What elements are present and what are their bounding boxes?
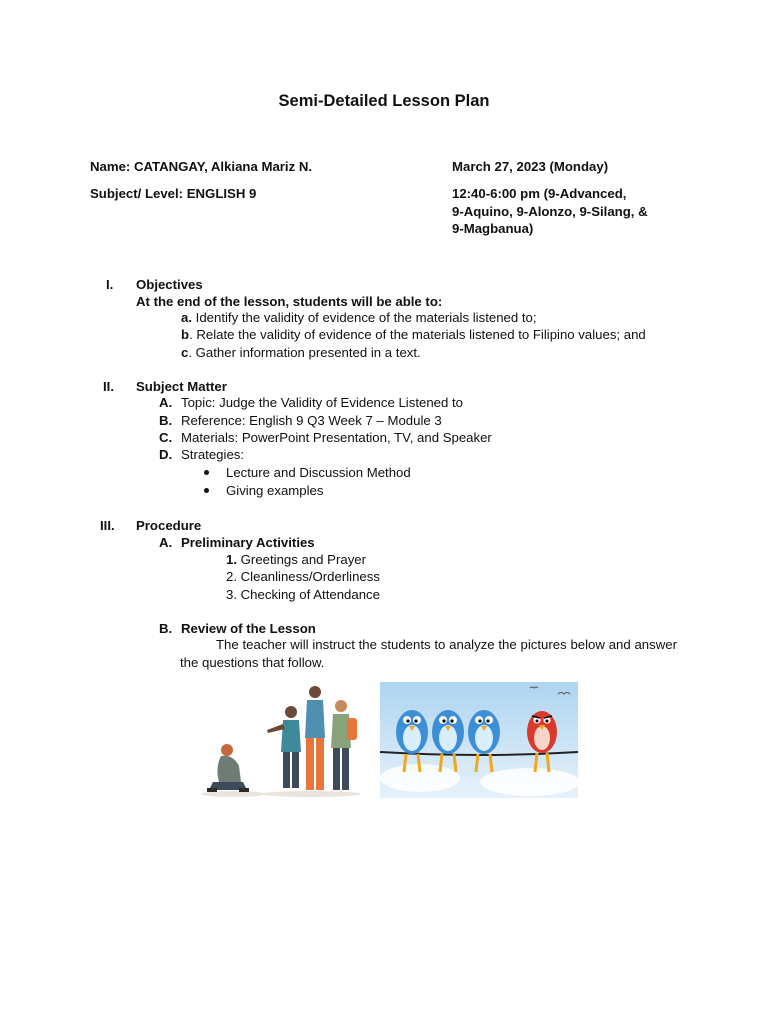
objective-label: a. (181, 310, 192, 325)
people-illustration (193, 682, 365, 798)
section-number: I. (106, 277, 114, 292)
objective-text: . Gather information presented in a text. (188, 345, 421, 360)
time-sections-3: 9-Magbanua) (452, 221, 534, 236)
objective-item (181, 309, 537, 326)
subject-matter-heading: Subject Matter (136, 379, 227, 394)
activity-item (226, 551, 366, 568)
procedure-b-label: B. (159, 621, 173, 636)
activity-item: 3. Checking of Attendance (226, 587, 380, 602)
birds-on-wire-illustration (380, 682, 578, 798)
document-title: Semi-Detailed Lesson Plan (278, 92, 490, 110)
subject-item-text: Reference: English 9 Q3 Week 7 – Module 3 (181, 413, 442, 428)
lesson-date: March 27, 2023 (Monday) (452, 159, 609, 174)
objective-item (181, 326, 646, 343)
activity-item: 2. Cleanliness/Orderliness (226, 569, 380, 584)
procedure-a-label: A. (159, 535, 173, 550)
time-sections-2: 9-Aquino, 9-Alonzo, 9-Silang, & (452, 204, 648, 219)
review-heading: Review of the Lesson (181, 621, 316, 636)
section-number: III. (100, 518, 115, 533)
subject-item-label: D. (159, 447, 173, 462)
activity-text: Greetings and Prayer (237, 552, 367, 567)
objective-label: b (181, 327, 190, 342)
section-number: II. (103, 379, 114, 394)
subject-level: Subject/ Level: ENGLISH 9 (90, 186, 257, 201)
subject-item-text: Strategies: (181, 447, 245, 462)
preliminary-heading: Preliminary Activities (181, 535, 315, 550)
subject-item-label: B. (159, 413, 173, 428)
objectives-heading: Objectives (136, 277, 203, 292)
procedure-heading: Procedure (136, 518, 202, 533)
objective-text: . Relate the validity of evidence of the materials listened to Filipino values; and (189, 327, 646, 342)
objective-item (181, 344, 421, 361)
activity-label: 1. (226, 552, 237, 567)
objective-text: Identify the validity of evidence of the materials listened to; (192, 310, 537, 325)
review-paragraph: The teacher will instruct the students to analyze the pictures below and answer the questions that follow. (180, 637, 677, 670)
objectives-intro: At the end of the lesson, students will be able to: (136, 294, 443, 309)
subject-item-label: C. (159, 430, 173, 445)
strategy-item: Lecture and Discussion Method (226, 465, 411, 480)
subject-item-text: Topic: Judge the Validity of Evidence Listened to (181, 395, 463, 410)
teacher-name: Name: CATANGAY, Alkiana Mariz N. (90, 159, 313, 174)
objective-label: c (181, 345, 189, 360)
bullet-icon (204, 488, 209, 493)
subject-item-text: Materials: PowerPoint Presentation, TV, and Speaker (181, 430, 492, 445)
strategy-item: Giving examples (226, 483, 324, 498)
time-sections-1: 12:40-6:00 pm (9-Advanced, (452, 186, 627, 201)
bullet-icon (204, 470, 209, 475)
subject-item-label: A. (159, 395, 173, 410)
